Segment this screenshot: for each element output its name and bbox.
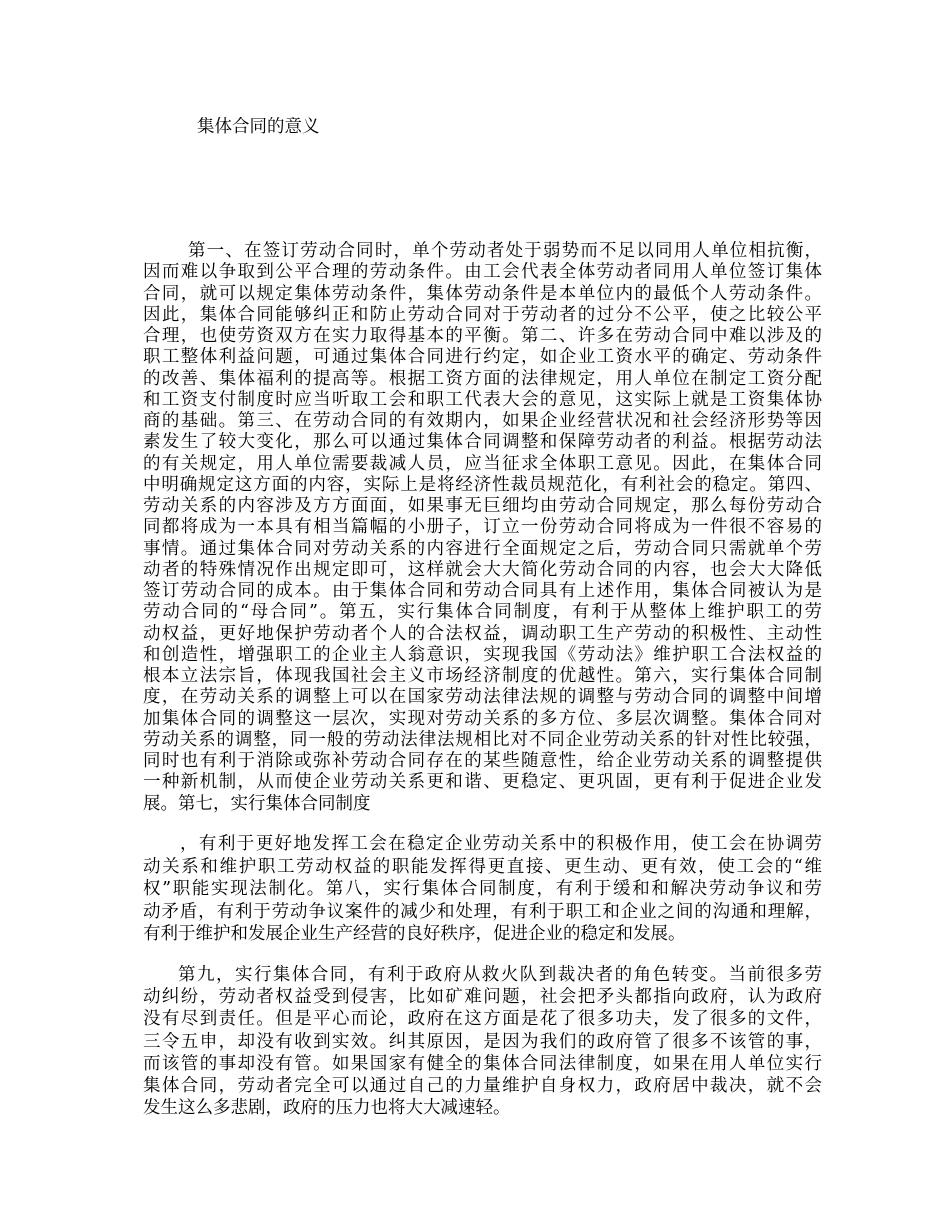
document-title: 集体合同的意义 <box>197 117 320 137</box>
paragraph-line: 度，在劳动关系的调整上可以在国家劳动法律法规的调整与劳动合同的调整中间增 <box>143 687 822 708</box>
paragraph-line: 动矛盾，有利于劳动争议案件的减少和处理，有利于职工和企业之间的沟通和理解， <box>143 901 822 922</box>
paragraph-line: 的改善、集体福利的提高等。根据工资方面的法律规定，用人单位在制定工资分配 <box>143 368 822 389</box>
paragraph-line: 同都将成为一本具有相当篇幅的小册子，订立一份劳动合同将成为一件很不容易的 <box>143 517 822 538</box>
paragraph-line: 因此，集体合同能够纠正和防止劳动合同对于劳动者的过分不公平，使之比较公平 <box>143 304 822 325</box>
paragraph-line: 而该管的事却没有管。如果国家有健全的集体合同法律制度，如果在用人单位实行 <box>143 1053 822 1074</box>
paragraph-line: 集体合同，劳动者完全可以通过自己的力量维护自身权力，政府居中裁决，就不会 <box>143 1076 822 1097</box>
paragraph-line: 动者的特殊情况作出规定即可，这样就会大大简化劳动合同的内容，也会大大降低 <box>143 559 822 580</box>
paragraph-line: 根本立法宗旨，体现我国社会主义市场经济制度的优越性。第六，实行集体合同制 <box>143 666 822 686</box>
paragraph-line: 同时也有利于消除或弥补劳动合同存在的某些随意性，给企业劳动关系的调整提供 <box>143 751 822 771</box>
paragraph-line: 第九，实行集体合同，有利于政府从救火队到裁决者的角色转变。当前很多劳 <box>178 965 822 985</box>
paragraph-line: 的有关规定，用人单位需要裁减人员，应当征求全体职工意见。因此，在集体合同 <box>143 453 822 474</box>
paragraph-line: 发生这么多悲剧，政府的压力也将大大减速轻。 <box>143 1098 511 1119</box>
paragraph-line: 签订劳动合同的成本。由于集体合同和劳动合同具有上述作用，集体合同被认为是 <box>143 581 822 601</box>
paragraph-2 <box>143 833 822 946</box>
paragraph-line: 权”职能实现法制化。第八，实行集体合同制度，有利于缓和和解决劳动争议和劳 <box>143 879 822 899</box>
paragraph-line: 有利于维护和发展企业生产经营的良好秩序，促进企业的稳定和发展。 <box>143 924 686 944</box>
paragraph-line: 因而难以争取到公平合理的劳动条件。由工会代表全体劳动者同用人单位签订集体 <box>143 262 822 283</box>
paragraph-line: 商的基础。第三、在劳动合同的有效期内，如果企业经营状况和社会经济形势等因 <box>143 411 822 431</box>
paragraph-line: 没有尽到责任。但是平心而论，政府在这方面是花了很多功夫，发了很多的文件， <box>143 1009 822 1030</box>
paragraph-line: 一种新机制，从而使企业劳动关系更和谐、更稳定、更巩固，更有利于促进企业发 <box>143 772 822 793</box>
paragraph-line: 展。第七，实行集体合同制度 <box>143 793 371 814</box>
paragraph-1 <box>143 241 822 815</box>
paragraph-line: 合理，也使劳资双方在实力取得基本的平衡。第二、许多在劳动合同中难以涉及的 <box>143 326 822 346</box>
paragraph-line: 加集体合同的调整这一层次，实现对劳动关系的多方位、多层次调整。集体合同对 <box>143 708 822 729</box>
paragraph-line: 中明确规定这方面的内容，实际上是将经济性裁员规范化，有利社会的稳定。第四、 <box>143 474 822 495</box>
paragraph-line: 动关系和维护职工劳动权益的职能发挥得更直接、更生动、更有效，使工会的“维 <box>143 856 822 877</box>
paragraph-line: 动权益，更好地保护劳动者个人的合法权益，调动职工生产劳动的积极性、主动性 <box>143 623 822 644</box>
paragraph-line: ，有利于更好地发挥工会在稳定企业劳动关系中的积极作用，使工会在协调劳 <box>180 834 822 854</box>
paragraph-line: 事情。通过集体合同对劳动关系的内容进行全面规定之后，劳动合同只需就单个劳 <box>143 538 822 559</box>
paragraph-line: 三令五申，却没有收到实效。纠其原因，是因为我们的政府管了很多不该管的事， <box>143 1031 822 1052</box>
paragraph-line: 和工资支付制度时应当听取工会和职工代表大会的意见，这实际上就是工资集体协 <box>143 389 822 410</box>
paragraph-line: 合同，就可以规定集体劳动条件，集体劳动条件是本单位内的最低个人劳动条件。 <box>143 283 822 304</box>
paragraph-line: 劳动合同的“母合同”。第五，实行集体合同制度，有利于从整体上维护职工的劳 <box>143 602 822 623</box>
paragraph-line: 劳动关系的调整，同一般的劳动法律法规相比对不同企业劳动关系的针对性比较强， <box>143 729 822 750</box>
paragraph-line: 劳动关系的内容涉及方方面面，如果事无巨细均由劳动合同规定，那么每份劳动合 <box>143 496 822 516</box>
paragraph-3 <box>143 964 822 1119</box>
paragraph-line: 动纠纷，劳动者权益受到侵害，比如矿难问题，社会把矛头都指向政府，认为政府 <box>143 987 822 1008</box>
paragraph-line: 职工整体利益问题，可通过集体合同进行约定，如企业工资水平的确定、劳动条件 <box>143 347 822 368</box>
paragraph-line: 第一、在签订劳动合同时，单个劳动者处于弱势而不足以同用人单位相抗衡， <box>188 241 822 261</box>
paragraph-line: 和创造性，增强职工的企业主人翁意识，实现我国《劳动法》维护职工合法权益的 <box>143 644 822 665</box>
paragraph-line: 素发生了较大变化，那么可以通过集体合同调整和保障劳动者的利益。根据劳动法 <box>143 432 822 453</box>
